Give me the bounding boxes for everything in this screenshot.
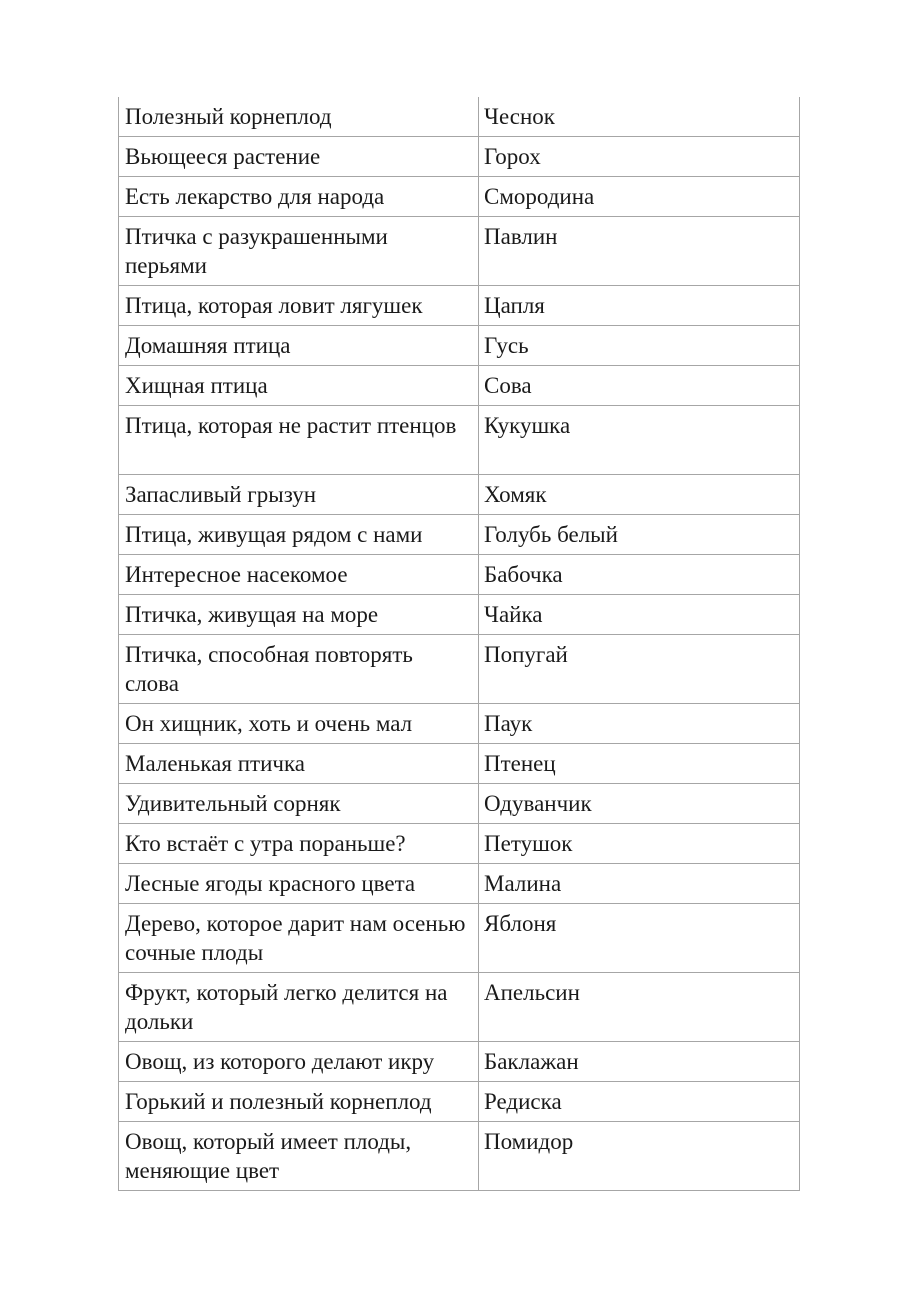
clue-cell: Птичка, способная повторять слова <box>119 635 479 704</box>
clue-cell: Вьющееся растение <box>119 137 479 177</box>
clue-cell: Дерево, которое дарит нам осенью сочные плоды <box>119 904 479 973</box>
riddle-table <box>118 97 800 1191</box>
clue-cell: Фрукт, который легко делится на дольки <box>119 973 479 1042</box>
table-row <box>119 904 800 973</box>
clue-cell: Кто встаёт с утра пораньше? <box>119 824 479 864</box>
clue-cell: Интересное насекомое <box>119 555 479 595</box>
answer-cell: Цапля <box>479 286 800 326</box>
table-row <box>119 97 800 137</box>
clue-cell: Птица, которая ловит лягушек <box>119 286 479 326</box>
table-row <box>119 973 800 1042</box>
answer-cell: Редиска <box>479 1082 800 1122</box>
table-row <box>119 1122 800 1191</box>
answer-cell: Баклажан <box>479 1042 800 1082</box>
table-row <box>119 744 800 784</box>
table-row <box>119 475 800 515</box>
clue-cell: Птичка с разукрашенными перьями <box>119 217 479 286</box>
answer-cell: Чайка <box>479 595 800 635</box>
answer-cell: Яблоня <box>479 904 800 973</box>
answer-cell: Птенец <box>479 744 800 784</box>
clue-cell: Он хищник, хоть и очень мал <box>119 704 479 744</box>
clue-cell: Маленькая птичка <box>119 744 479 784</box>
answer-cell: Одуванчик <box>479 784 800 824</box>
table-row <box>119 366 800 406</box>
table-row <box>119 635 800 704</box>
clue-cell: Овощ, из которого делают икру <box>119 1042 479 1082</box>
table-row <box>119 555 800 595</box>
table-row <box>119 824 800 864</box>
answer-cell: Павлин <box>479 217 800 286</box>
answer-cell: Голубь белый <box>479 515 800 555</box>
clue-cell: Удивительный сорняк <box>119 784 479 824</box>
table-row <box>119 406 800 475</box>
table-row <box>119 286 800 326</box>
clue-cell: Домашняя птица <box>119 326 479 366</box>
clue-cell: Есть лекарство для народа <box>119 177 479 217</box>
answer-cell: Петушок <box>479 824 800 864</box>
answer-cell: Бабочка <box>479 555 800 595</box>
answer-cell: Горох <box>479 137 800 177</box>
riddle-table-body <box>119 97 800 1191</box>
table-row <box>119 177 800 217</box>
table-row <box>119 704 800 744</box>
answer-cell: Попугай <box>479 635 800 704</box>
answer-cell: Малина <box>479 864 800 904</box>
table-row <box>119 326 800 366</box>
answer-cell: Хомяк <box>479 475 800 515</box>
answer-cell: Смородина <box>479 177 800 217</box>
answer-cell: Чеснок <box>479 97 800 137</box>
clue-cell: Запасливый грызун <box>119 475 479 515</box>
table-row <box>119 217 800 286</box>
clue-cell: Горький и полезный корнеплод <box>119 1082 479 1122</box>
table-row <box>119 515 800 555</box>
clue-cell: Полезный корнеплод <box>119 97 479 137</box>
answer-cell: Апельсин <box>479 973 800 1042</box>
clue-cell: Лесные ягоды красного цвета <box>119 864 479 904</box>
answer-cell: Паук <box>479 704 800 744</box>
answer-cell: Кукушка <box>479 406 800 475</box>
table-row <box>119 1082 800 1122</box>
table-row <box>119 137 800 177</box>
table-row <box>119 1042 800 1082</box>
table-row <box>119 595 800 635</box>
table-row <box>119 864 800 904</box>
answer-cell: Сова <box>479 366 800 406</box>
answer-cell: Гусь <box>479 326 800 366</box>
clue-cell: Птичка, живущая на море <box>119 595 479 635</box>
clue-cell: Овощ, который имеет плоды, меняющие цвет <box>119 1122 479 1191</box>
answer-cell: Помидор <box>479 1122 800 1191</box>
table-row <box>119 784 800 824</box>
clue-cell: Птица, живущая рядом с нами <box>119 515 479 555</box>
clue-cell: Хищная птица <box>119 366 479 406</box>
clue-cell: Птица, которая не растит птенцов <box>119 406 479 475</box>
